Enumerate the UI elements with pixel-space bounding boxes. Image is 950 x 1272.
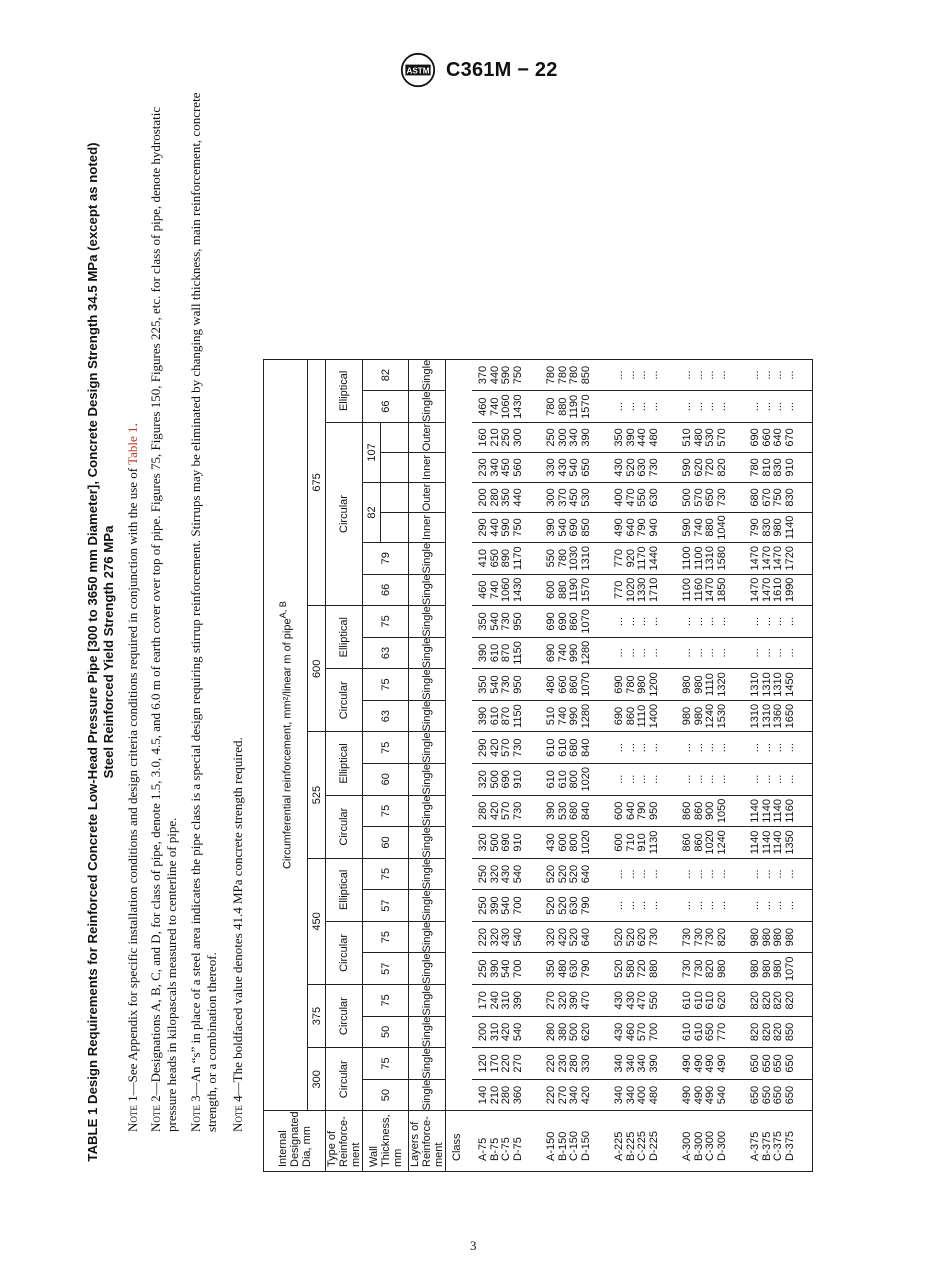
layers-header: Single	[409, 1079, 446, 1111]
value-cell: 690 690 860 1070	[540, 606, 608, 638]
note-4-text: —The boldfaced value denotes 41.4 MPa concrete strength required.	[230, 737, 245, 1096]
value-cell: 350 540 730 950	[472, 606, 540, 638]
wall-thickness-header: 82	[363, 482, 381, 542]
wall-thickness-header: 75	[363, 1048, 409, 1080]
value-cell: 370 440 590 750	[472, 359, 540, 391]
note-1	[125, 92, 141, 1132]
diameter-header: 600	[308, 606, 326, 732]
value-cell: ... ... ... ...	[608, 763, 676, 795]
value-cell: 860 860 900 1050	[676, 795, 744, 827]
wall-thickness-header: 75	[363, 606, 409, 638]
note-2	[148, 92, 180, 1132]
value-cell: 410 650 890 1170	[472, 542, 540, 574]
wall-thickness-subheader	[381, 482, 409, 512]
value-cell: 200 310 420 540	[472, 1016, 540, 1048]
value-cell: ... ... ... ...	[676, 732, 744, 764]
value-cell: 460 740 1060 1430	[472, 574, 540, 606]
value-cell: 170 240 310 390	[472, 985, 540, 1017]
value-cell: ... ... ... ...	[676, 763, 744, 795]
value-cell: 590 740 880 1040	[676, 512, 744, 542]
value-cell: 510 480 530 570	[676, 422, 744, 452]
value-cell: 120 170 220 270	[472, 1048, 540, 1080]
value-cell: 270 320 390 470	[540, 985, 608, 1017]
layers-header: Single	[409, 921, 446, 953]
value-cell: 430 460 570 700	[608, 1016, 676, 1048]
row-label-class: Class	[446, 1111, 473, 1172]
wall-thickness-subheader	[381, 452, 409, 482]
value-cell: 610 610 800 1020	[540, 763, 608, 795]
value-cell: ... ... ... ...	[608, 732, 676, 764]
row-label-wall: Wall Thickness, mm	[363, 1111, 409, 1172]
value-cell: 1310 1310 1310 1450	[744, 669, 812, 701]
note-3-text: —An “s” in place of a steel area indicates the pipe class is a special design requiring stirrup reinforcement. Stirrups may be eliminated by changing wall thickness, main reinforcement, concrete strength, or a combination thereof.	[188, 92, 219, 1132]
value-cell: 430 600 800 1020	[540, 827, 608, 859]
value-cell: 1140 1140 1140 1160	[744, 795, 812, 827]
value-cell: 490 640 790 940	[608, 512, 676, 542]
value-cell: 980 980 980 980	[744, 921, 812, 953]
value-cell: 230 340 450 560	[472, 452, 540, 482]
wall-thickness-header: 107	[363, 422, 381, 482]
layers-header: Single	[409, 1048, 446, 1080]
value-cell: 730 730 730 820	[676, 921, 744, 953]
value-cell: 780 780 780 850	[540, 359, 608, 391]
note-1-text: —See Appendix for specific installation conditions and design criteria conditions required in conjunction with the use of	[125, 464, 140, 1096]
value-cell: 490 490 490 490	[676, 1048, 744, 1080]
value-cell: 690 780 980 1200	[608, 669, 676, 701]
layers-header: Single	[409, 669, 446, 701]
wall-thickness-header: 75	[363, 669, 409, 701]
value-cell: 550 780 1030 1310	[540, 542, 608, 574]
wall-thickness-header: 75	[363, 858, 409, 890]
value-cell: ... ... ... ...	[676, 637, 744, 669]
value-cell: 200 280 350 440	[472, 482, 540, 512]
wall-thickness-header: 57	[363, 890, 409, 922]
value-cell: ... ... ... ...	[744, 606, 812, 638]
type-circular: Circular	[326, 1048, 363, 1111]
wall-thickness-header: 75	[363, 795, 409, 827]
value-cell: 350 390 440 480	[608, 422, 676, 452]
value-cell: 820 820 820 850	[744, 1016, 812, 1048]
value-cell: 610 610 610 620	[676, 985, 744, 1017]
row-label-type: Type of Reinforce-ment	[326, 1111, 363, 1172]
value-cell: ... ... ... ...	[744, 359, 812, 391]
layers-header: Single	[409, 890, 446, 922]
note-1-tail: .	[125, 423, 140, 427]
value-cell: 140 210 280 360	[472, 1079, 540, 1111]
layers-header: Single	[409, 763, 446, 795]
type-circular: Circular	[326, 985, 363, 1048]
value-cell: 250 300 340 390	[540, 422, 608, 452]
wall-thickness-header: 82	[363, 359, 409, 391]
value-cell: 250 320 430 540	[472, 858, 540, 890]
layers-header: Single	[409, 1016, 446, 1048]
note-2-text: —Designations A, B, C, and D, for class of pipe, denote 1.5, 3.0, 4.5, and 6.0 m of earth cover over top of pipe. Figures 75, Figures 150, Figures 225, etc. for class of pipe, denote hydrostatic pressure heads in kilopascals measured to centerline of pipe.	[148, 106, 179, 1132]
circumferential-header-text: Circumferential reinforcement, mm²/linear m of pipe	[281, 618, 294, 870]
row-label-diameter: Internal Designated Dia, mm	[264, 1111, 326, 1172]
table-row	[540, 359, 608, 1171]
value-cell: 770 1020 1330 1710	[608, 574, 676, 606]
wall-thickness-header: 66	[363, 391, 409, 423]
value-cell: 390 540 690 850	[540, 512, 608, 542]
diameter-header: 675	[308, 359, 326, 605]
wall-thickness-header: 66	[363, 574, 409, 606]
value-cell: 860 860 1020 1240	[676, 827, 744, 859]
value-cell: ... ... ... ...	[676, 606, 744, 638]
value-cell: ... ... ... ...	[744, 732, 812, 764]
value-cell: 290 440 590 750	[472, 512, 540, 542]
value-cell: 1310 1310 1360 1650	[744, 700, 812, 732]
value-cell: ... ... ... ...	[676, 890, 744, 922]
layers-header: Single	[409, 827, 446, 859]
value-cell: ... ... ... ...	[676, 391, 744, 423]
class-cell: A-300 B-300 C-300 D-300	[676, 1111, 744, 1172]
diameter-header: 450	[308, 858, 326, 984]
value-cell: 320 420 520 640	[540, 921, 608, 953]
value-cell: 400 470 550 630	[608, 482, 676, 512]
value-cell: 650 650 650 650	[744, 1079, 812, 1111]
wall-thickness-header: 75	[363, 921, 409, 953]
value-cell: 980 980 1110 1320	[676, 669, 744, 701]
note-3	[188, 92, 220, 1132]
value-cell: 320 500 690 910	[472, 827, 540, 859]
wall-thickness-header: 57	[363, 953, 409, 985]
value-cell: ... ... ... ...	[608, 858, 676, 890]
value-cell: 390 610 870 1150	[472, 637, 540, 669]
value-cell: 520 580 720 880	[608, 953, 676, 985]
table-row	[608, 359, 676, 1171]
value-cell: 1140 1140 1140 1350	[744, 827, 812, 859]
type-elliptical: Elliptical	[326, 732, 363, 795]
value-cell: 220 320 430 540	[472, 921, 540, 953]
layers-header: Single	[409, 795, 446, 827]
value-cell: 500 570 650 730	[676, 482, 744, 512]
layers-header: Single	[409, 391, 446, 423]
value-cell: 520 520 520 640	[540, 858, 608, 890]
value-cell: ... ... ... ...	[608, 359, 676, 391]
wall-thickness-header: 63	[363, 700, 409, 732]
wall-thickness-subheader	[381, 422, 409, 452]
value-cell: 780 880 1190 1570	[540, 391, 608, 423]
value-cell: 780 810 830 910	[744, 452, 812, 482]
layers-header: Inner	[409, 512, 446, 542]
class-cell: A-225 B-225 C-225 D-225	[608, 1111, 676, 1172]
value-cell: ... ... ... ...	[676, 359, 744, 391]
value-cell: 690 660 640 670	[744, 422, 812, 452]
value-cell: 790 830 980 1140	[744, 512, 812, 542]
layers-header: Single	[409, 732, 446, 764]
value-cell: 220 270 340 420	[540, 1079, 608, 1111]
type-circular: Circular	[326, 795, 363, 858]
value-cell: 320 500 690 910	[472, 763, 540, 795]
value-cell: 600 640 790 950	[608, 795, 676, 827]
type-circular: Circular	[326, 669, 363, 732]
value-cell: ... ... ... ...	[608, 391, 676, 423]
value-cell: 350 480 630 790	[540, 953, 608, 985]
value-cell: 610 610 680 840	[540, 732, 608, 764]
note-4	[230, 92, 246, 1132]
value-cell: ... ... ... ...	[744, 858, 812, 890]
table-row	[744, 359, 812, 1171]
value-cell: 490 490 490 540	[676, 1079, 744, 1111]
layers-header: Single	[409, 953, 446, 985]
circumferential-header	[264, 359, 308, 1111]
layers-header: Single	[409, 542, 446, 574]
type-circular: Circular	[326, 921, 363, 984]
value-cell: 280 380 500 620	[540, 1016, 608, 1048]
value-cell: 350 540 730 950	[472, 669, 540, 701]
class-cell: A-375 B-375 C-375 D-375	[744, 1111, 812, 1172]
type-elliptical: Elliptical	[326, 359, 363, 422]
value-cell: 250 390 540 700	[472, 890, 540, 922]
value-cell: 280 420 570 730	[472, 795, 540, 827]
design-requirements-table	[263, 359, 813, 1172]
layers-header: Single	[409, 359, 446, 391]
diameter-header: 375	[308, 985, 326, 1048]
value-cell: 510 740 990 1280	[540, 700, 608, 732]
wall-thickness-header: 60	[363, 827, 409, 859]
value-cell: 340 340 340 390	[608, 1048, 676, 1080]
value-cell: 1470 1470 1610 1990	[744, 574, 812, 606]
layers-header: Single	[409, 858, 446, 890]
type-circular: Circular	[326, 422, 363, 605]
layers-header: Inner	[409, 452, 446, 482]
value-cell: 650 650 650 650	[744, 1048, 812, 1080]
layers-header: Single	[409, 700, 446, 732]
type-elliptical: Elliptical	[326, 606, 363, 669]
table-title-line-2: Steel Reinforced Yield Strength 276 MPa	[101, 525, 116, 779]
value-cell: 290 420 570 730	[472, 732, 540, 764]
row-label-layers: Layers of Reinforce-ment	[409, 1111, 446, 1172]
note-4-label: Note 4	[230, 1095, 245, 1132]
value-cell: ... ... ... ...	[744, 763, 812, 795]
wall-thickness-header: 79	[363, 542, 409, 574]
value-cell: 480 660 860 1070	[540, 669, 608, 701]
value-cell: 690 860 1110 1400	[608, 700, 676, 732]
value-cell: 610 610 650 770	[676, 1016, 744, 1048]
value-cell: 430 520 630 730	[608, 452, 676, 482]
table-row	[472, 359, 540, 1171]
class-cell: A-75 B-75 C-75 D-75	[472, 1111, 540, 1172]
value-cell: ... ... ... ...	[608, 637, 676, 669]
value-cell: 770 920 1170 1440	[608, 542, 676, 574]
value-cell: 980 980 1240 1530	[676, 700, 744, 732]
class-cell: A-150 B-150 C-150 D-150	[540, 1111, 608, 1172]
layers-header: Single	[409, 637, 446, 669]
value-cell: 220 230 280 330	[540, 1048, 608, 1080]
value-cell: ... ... ... ...	[744, 890, 812, 922]
page-number: 3	[470, 1238, 477, 1253]
wall-thickness-header: 50	[363, 1079, 409, 1111]
value-cell: 680 670 750 830	[744, 482, 812, 512]
value-cell: 600 710 910 1130	[608, 827, 676, 859]
circumferential-header-footnote: A, B	[278, 601, 289, 619]
value-cell: 590 620 720 820	[676, 452, 744, 482]
table-1-link[interactable]: Table 1	[125, 426, 140, 465]
table-title	[85, 132, 117, 1172]
value-cell: 390 530 680 840	[540, 795, 608, 827]
value-cell: 250 390 540 700	[472, 953, 540, 985]
wall-thickness-header: 60	[363, 763, 409, 795]
note-2-label: Note 2	[148, 1095, 163, 1132]
table-row	[676, 359, 744, 1171]
layers-header: Single	[409, 985, 446, 1017]
value-cell: 390 610 870 1150	[472, 700, 540, 732]
value-cell: 520 520 630 790	[540, 890, 608, 922]
value-cell: 730 730 820 980	[676, 953, 744, 985]
value-cell: 160 210 250 300	[472, 422, 540, 452]
value-cell: 520 520 620 730	[608, 921, 676, 953]
value-cell: 1100 1160 1470 1850	[676, 574, 744, 606]
value-cell: ... ... ... ...	[608, 606, 676, 638]
note-1-label: Note 1	[125, 1095, 140, 1132]
standard-designation: C361M − 22	[446, 58, 558, 81]
table-title-line-1: TABLE 1 Design Requirements for Reinforced Concrete Low-Head Pressure Pipe [300 to 3650 mm Diameter], Concrete Design Strength 34.5 MPa (except as noted)	[85, 142, 100, 1162]
layers-header: Single	[409, 574, 446, 606]
svg-text:ASTM: ASTM	[406, 66, 430, 76]
wall-thickness-header: 75	[363, 732, 409, 764]
wall-thickness-header: 63	[363, 637, 409, 669]
value-cell: 330 430 540 650	[540, 452, 608, 482]
wall-thickness-header: 75	[363, 985, 409, 1017]
value-cell: ... ... ... ...	[744, 637, 812, 669]
wall-thickness-header: 50	[363, 1016, 409, 1048]
type-elliptical: Elliptical	[326, 858, 363, 921]
value-cell: 820 820 820 820	[744, 985, 812, 1017]
value-cell: ... ... ... ...	[744, 391, 812, 423]
wall-thickness-subheader	[381, 512, 409, 542]
value-cell: 1100 1100 1310 1580	[676, 542, 744, 574]
value-cell: 980 980 980 1070	[744, 953, 812, 985]
value-cell: 690 740 990 1280	[540, 637, 608, 669]
layers-header: Outer	[409, 422, 446, 452]
value-cell: 430 430 470 550	[608, 985, 676, 1017]
layers-header: Outer	[409, 482, 446, 512]
diameter-header: 300	[308, 1048, 326, 1111]
value-cell: 600 880 1190 1570	[540, 574, 608, 606]
note-3-label: Note 3	[188, 1095, 203, 1132]
value-cell: 460 740 1060 1430	[472, 391, 540, 423]
value-cell: ... ... ... ...	[608, 890, 676, 922]
value-cell: 340 340 400 480	[608, 1079, 676, 1111]
value-cell: 1470 1470 1470 1720	[744, 542, 812, 574]
value-cell: 300 370 450 530	[540, 482, 608, 512]
class-row-spacer	[446, 359, 473, 1111]
diameter-header: 525	[308, 732, 326, 858]
layers-header: Single	[409, 606, 446, 638]
rotated-page-content	[85, 12, 885, 1172]
value-cell: ... ... ... ...	[676, 858, 744, 890]
